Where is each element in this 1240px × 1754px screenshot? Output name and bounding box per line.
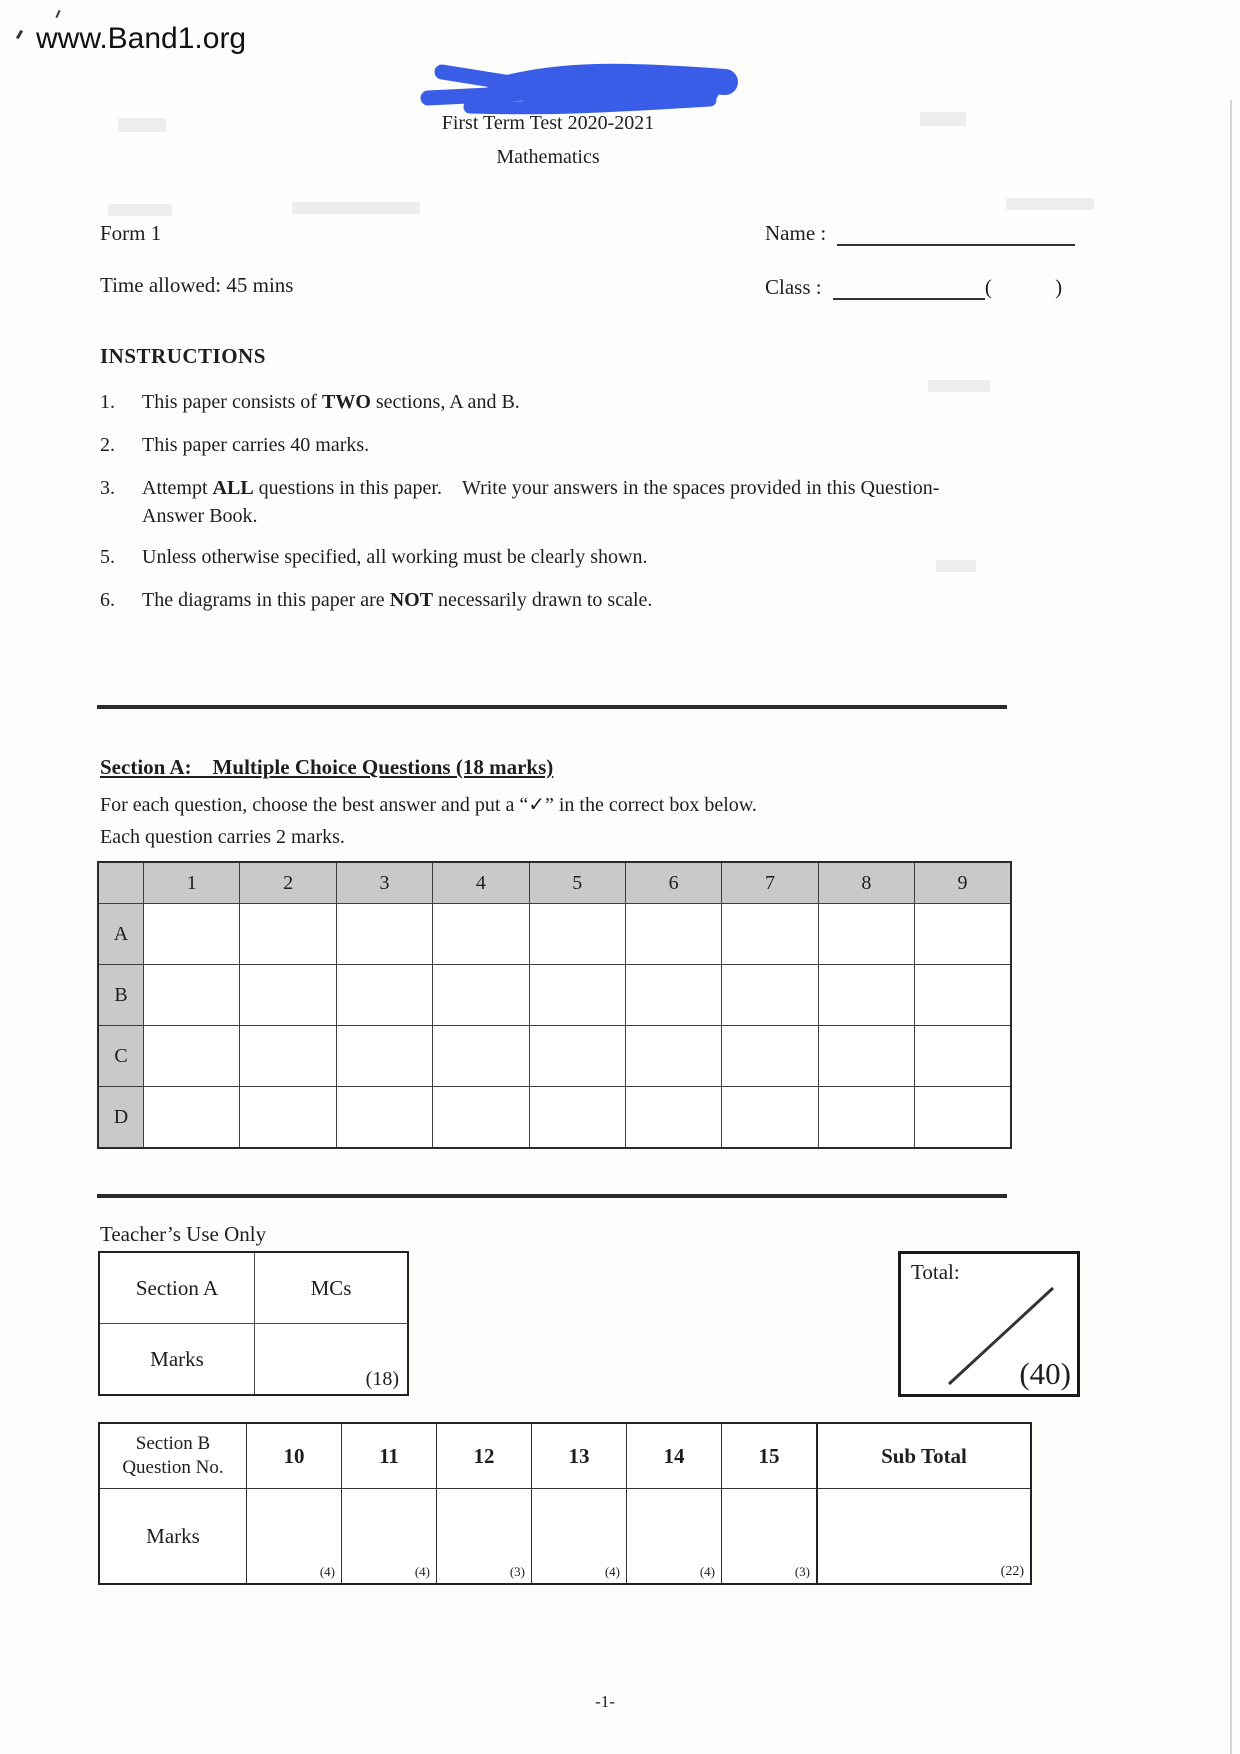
section-a-cell: Section A bbox=[99, 1252, 255, 1324]
total-max: (40) bbox=[1019, 1356, 1071, 1391]
scan-smudge bbox=[920, 112, 966, 126]
mc-grid-row-A bbox=[98, 904, 1011, 965]
instruction-item-2: 2. This paper carries 40 marks. bbox=[100, 431, 980, 459]
mc-answer-cell bbox=[240, 965, 336, 1026]
question-number: 15 bbox=[722, 1423, 818, 1489]
mc-answer-cell bbox=[915, 904, 1012, 965]
mc-grid-corner-cell bbox=[98, 862, 144, 904]
subtotal-header: Sub Total bbox=[817, 1423, 1031, 1489]
mc-answer-cell bbox=[818, 1026, 914, 1087]
instruction-number: 3. bbox=[100, 477, 115, 499]
horizontal-rule bbox=[97, 1194, 1007, 1198]
horizontal-rule bbox=[97, 705, 1007, 709]
class-paren-close: ) bbox=[1055, 275, 1063, 299]
mc-col-header: 4 bbox=[433, 862, 529, 904]
mc-answer-cell bbox=[144, 1026, 240, 1087]
mc-answer-cell bbox=[529, 904, 625, 965]
mc-answer-cell bbox=[240, 1026, 336, 1087]
marks-entry-cell: (3) bbox=[437, 1489, 532, 1585]
name-label: Name : bbox=[765, 221, 827, 245]
teachers-use-label: Teacher’s Use Only bbox=[100, 1222, 267, 1246]
mc-answer-cell bbox=[722, 1087, 818, 1149]
mc-row-label: C bbox=[98, 1026, 144, 1087]
mc-col-header: 7 bbox=[722, 862, 818, 904]
mc-answer-cell bbox=[625, 965, 721, 1026]
scan-edge-artifact bbox=[1230, 100, 1232, 1754]
scan-smudge bbox=[1006, 198, 1094, 210]
mc-answer-cell bbox=[336, 965, 432, 1026]
scan-smudge bbox=[108, 204, 172, 216]
marks-entry-cell: (4) bbox=[627, 1489, 722, 1585]
test-title: First Term Test 2020-2021 bbox=[441, 112, 655, 134]
mc-grid-row-B bbox=[98, 965, 1011, 1026]
mc-answer-cell bbox=[915, 1026, 1012, 1087]
mc-col-header: 8 bbox=[818, 862, 914, 904]
mc-answer-cell bbox=[144, 1087, 240, 1149]
total-label: Total: bbox=[911, 1260, 960, 1284]
subtotal-entry-cell: (22) bbox=[817, 1489, 1031, 1585]
section-b-header-row bbox=[99, 1423, 1031, 1489]
mc-col-header: 9 bbox=[915, 862, 1012, 904]
marks-entry-cell: (4) bbox=[342, 1489, 437, 1585]
mc-answer-cell bbox=[336, 904, 432, 965]
mc-col-header: 2 bbox=[240, 862, 336, 904]
mc-answer-cell bbox=[240, 1087, 336, 1149]
marks-label-cell: Marks bbox=[99, 1324, 255, 1396]
mc-answer-cell bbox=[915, 965, 1012, 1026]
section-b-question-no-cell: Section B Question No. bbox=[99, 1423, 247, 1489]
mc-grid-row-C bbox=[98, 1026, 1011, 1087]
pen-mark bbox=[16, 30, 23, 39]
mc-answer-cell bbox=[915, 1087, 1012, 1149]
question-number: 14 bbox=[627, 1423, 722, 1489]
mc-answer-cell bbox=[818, 965, 914, 1026]
instruction-item-6: 6. The diagrams in this paper are NOT necessarily drawn to scale. bbox=[100, 586, 980, 614]
question-number: 10 bbox=[247, 1423, 342, 1489]
marks-entry-cell bbox=[255, 1324, 409, 1396]
mc-answer-cell bbox=[144, 965, 240, 1026]
mc-answer-cell bbox=[625, 1026, 721, 1087]
scan-smudge bbox=[118, 118, 166, 132]
total-score-box bbox=[898, 1251, 1080, 1397]
instruction-number: 6. bbox=[100, 589, 115, 611]
mc-answer-cell bbox=[529, 965, 625, 1026]
instruction-item-3: 3. Attempt ALL questions in this paper. Write your answers in the spaces provided in this Question-Answer Book. bbox=[100, 474, 980, 530]
instructions-heading: INSTRUCTIONS bbox=[100, 344, 266, 368]
mc-answer-cell bbox=[433, 965, 529, 1026]
name-field bbox=[765, 221, 1075, 246]
mc-answer-cell bbox=[722, 965, 818, 1026]
mc-row-label: D bbox=[98, 1087, 144, 1149]
scan-smudge bbox=[292, 202, 420, 214]
page-number: -1- bbox=[595, 1692, 615, 1711]
mc-answer-cell bbox=[529, 1026, 625, 1087]
class-label: Class : bbox=[765, 275, 822, 299]
mc-answer-cell bbox=[433, 1087, 529, 1149]
section-a-marks-table bbox=[98, 1251, 409, 1396]
mc-row-label: B bbox=[98, 965, 144, 1026]
question-number: 11 bbox=[342, 1423, 437, 1489]
question-number: 12 bbox=[437, 1423, 532, 1489]
marks-entry-cell: (4) bbox=[247, 1489, 342, 1585]
question-number: 13 bbox=[532, 1423, 627, 1489]
watermark: www.Band1.org bbox=[36, 22, 247, 55]
instruction-item-5: 5. Unless otherwise specified, all working must be clearly shown. bbox=[100, 543, 980, 571]
mc-answer-cell bbox=[722, 904, 818, 965]
section-a-instruction-1: For each question, choose the best answer and put a “✓” in the correct box below. bbox=[100, 794, 757, 816]
mc-row-label: A bbox=[98, 904, 144, 965]
pen-mark bbox=[55, 10, 60, 18]
mc-answer-cell bbox=[722, 1026, 818, 1087]
mc-answer-cell bbox=[433, 904, 529, 965]
mc-answer-cell bbox=[336, 1026, 432, 1087]
mc-answer-cell bbox=[433, 1026, 529, 1087]
name-blank-line bbox=[837, 222, 1075, 246]
mc-answer-cell bbox=[336, 1087, 432, 1149]
mc-col-header: 6 bbox=[625, 862, 721, 904]
marks-entry-cell: (4) bbox=[532, 1489, 627, 1585]
section-a-instruction-2: Each question carries 2 marks. bbox=[100, 826, 345, 848]
form-label: Form 1 bbox=[100, 221, 162, 245]
class-paren-open: ( bbox=[984, 275, 992, 299]
mc-grid-row-D bbox=[98, 1087, 1011, 1149]
section-b-marks-row bbox=[99, 1489, 1031, 1585]
mc-col-header: 3 bbox=[336, 862, 432, 904]
instruction-number: 1. bbox=[100, 391, 115, 413]
mc-col-header: 1 bbox=[144, 862, 240, 904]
instruction-item-1: 1. This paper consists of TWO sections, A and B. bbox=[100, 388, 980, 416]
section-a-heading: Section A: Multiple Choice Questions (18 marks) bbox=[100, 755, 554, 779]
mc-answer-cell bbox=[625, 904, 721, 965]
time-allowed-label: Time allowed: 45 mins bbox=[100, 273, 294, 297]
mcs-cell: MCs bbox=[255, 1252, 409, 1324]
class-field bbox=[765, 275, 1062, 300]
marks-max: (18) bbox=[365, 1368, 399, 1390]
marks-entry-cell: (3) bbox=[722, 1489, 818, 1585]
subject-title: Mathematics bbox=[496, 146, 600, 168]
mc-answer-cell bbox=[818, 1087, 914, 1149]
marks-label-cell: Marks bbox=[99, 1489, 247, 1585]
mc-answer-cell bbox=[818, 904, 914, 965]
mc-col-header: 5 bbox=[529, 862, 625, 904]
mc-answer-grid bbox=[97, 861, 1012, 1149]
class-blank-line bbox=[833, 276, 985, 300]
mc-grid-header-row bbox=[98, 862, 1011, 904]
instruction-number: 2. bbox=[100, 434, 115, 456]
section-b-marks-table bbox=[98, 1422, 1032, 1585]
instruction-number: 5. bbox=[100, 546, 115, 568]
mc-answer-cell bbox=[144, 904, 240, 965]
mc-answer-cell bbox=[625, 1087, 721, 1149]
mc-answer-cell bbox=[240, 904, 336, 965]
mc-answer-cell bbox=[529, 1087, 625, 1149]
